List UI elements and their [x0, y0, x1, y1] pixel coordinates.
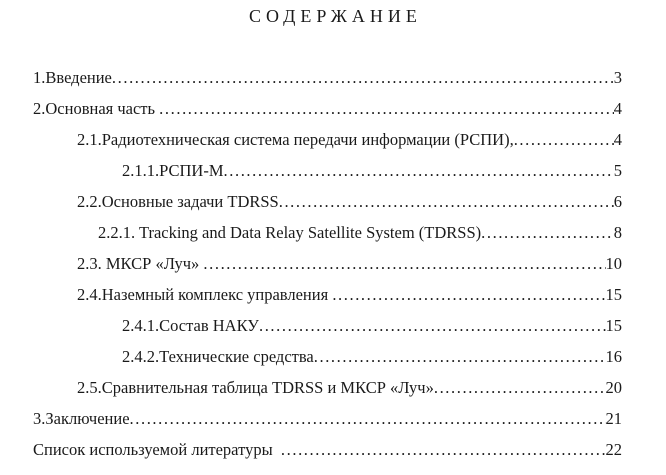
toc-leader-dots [281, 434, 606, 465]
toc-item-label: 2.4.1.Состав НАКУ [122, 316, 259, 335]
table-of-contents [33, 62, 622, 465]
toc-item-label: 2.4.2.Технические средства [122, 347, 314, 366]
toc-item-page: 4 [613, 130, 622, 149]
toc-item-label: 3.Заключение [33, 409, 130, 428]
toc-item-label: Список используемой литературы [33, 440, 281, 459]
toc-row [33, 248, 622, 279]
toc-row [33, 434, 622, 465]
toc-leader-dots [259, 310, 606, 341]
toc-leader-dots [514, 124, 614, 155]
toc-leader-dots [224, 155, 614, 186]
toc-row [33, 186, 622, 217]
toc-leader-dots [279, 186, 614, 217]
toc-row [33, 403, 622, 434]
toc-row [33, 155, 622, 186]
toc-item-label: 2.2.Основные задачи TDRSS [77, 192, 279, 211]
toc-leader-dots [434, 372, 606, 403]
toc-item-label: 2.3. МКСР «Луч» [77, 254, 204, 273]
toc-item-page: 16 [605, 347, 622, 366]
toc-item-page: 3 [613, 68, 622, 87]
toc-item-page: 21 [605, 409, 622, 428]
toc-row [33, 341, 622, 372]
toc-item-page: 22 [605, 440, 622, 459]
toc-item-label: 1.Введение [33, 68, 112, 87]
toc-item-page: 15 [605, 316, 622, 335]
toc-item-label: 2.2.1. Tracking and Data Relay Satellite System (TDRSS) [98, 223, 482, 242]
toc-item-page: 4 [613, 99, 622, 118]
document-title: СОДЕРЖАНИЕ [249, 6, 422, 26]
toc-item-page: 15 [605, 285, 622, 304]
toc-row [33, 93, 622, 124]
toc-row [33, 372, 622, 403]
toc-item-label: 2.4.Наземный комплекс управления [77, 285, 333, 304]
toc-item-page: 20 [605, 378, 622, 397]
toc-leader-dots [332, 279, 605, 310]
toc-row [33, 310, 622, 341]
toc-item-label: 2.1.Радиотехническая система передачи информации (РСПИ), [77, 130, 514, 149]
toc-row [33, 124, 622, 155]
toc-leader-dots [314, 341, 606, 372]
toc-row [33, 217, 622, 248]
toc-item-page: 5 [613, 161, 622, 180]
toc-item-page: 8 [613, 223, 622, 242]
toc-leader-dots [112, 62, 614, 93]
toc-item-label: 2.Основная часть [33, 99, 160, 118]
toc-leader-dots [203, 248, 605, 279]
toc-leader-dots [159, 93, 614, 124]
toc-item-page: 6 [613, 192, 622, 211]
toc-item-page: 10 [605, 254, 622, 273]
toc-row [33, 62, 622, 93]
toc-row [33, 279, 622, 310]
toc-item-label: 2.1.1.РСПИ-М [122, 161, 224, 180]
toc-item-label: 2.5.Сравнительная таблица TDRSS и МКСР «Луч» [77, 378, 434, 397]
toc-leader-dots [481, 217, 614, 248]
toc-leader-dots [130, 403, 606, 434]
